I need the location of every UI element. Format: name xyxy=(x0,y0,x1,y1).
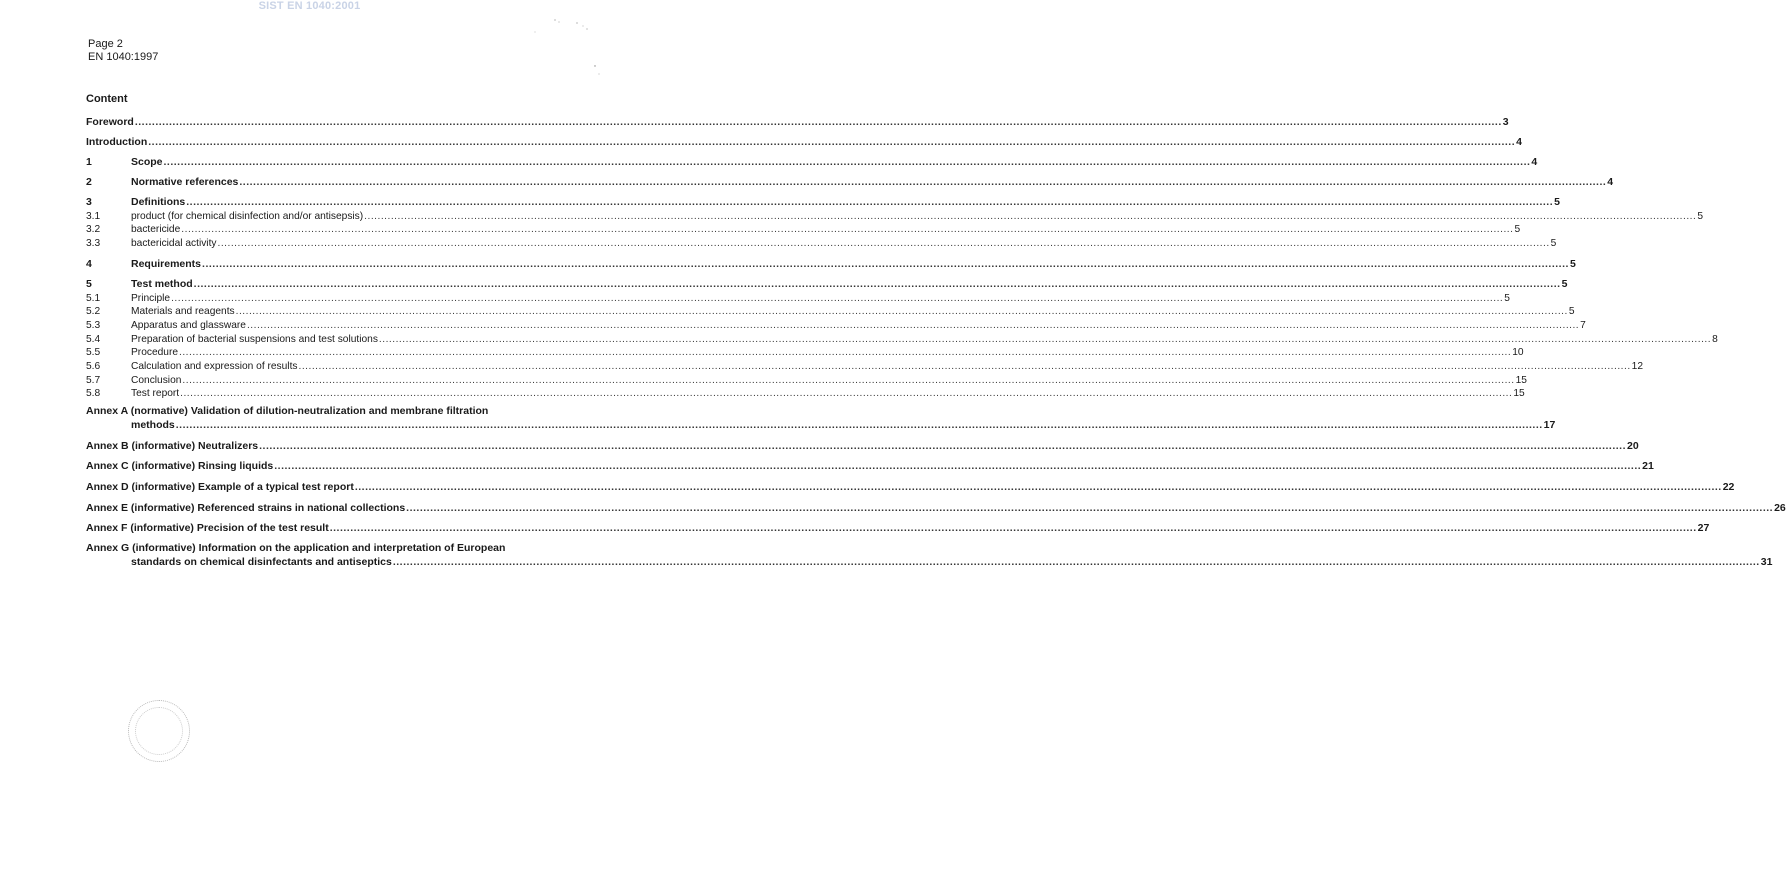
toc-number: 3.1 xyxy=(86,211,101,222)
toc-leader-dots: ................................................................................................................................................................................................................................................................................................................................................................................................................ xyxy=(186,196,1554,208)
toc-page: 21 xyxy=(1642,460,1654,472)
toc-number: 5.3 xyxy=(86,320,101,331)
toc-leader-dots: ................................................................................................................................................................................................................................................................................................................................................................................................................ xyxy=(202,258,1569,270)
scan-specks xyxy=(525,14,605,84)
toc-title: Introduction xyxy=(86,136,148,148)
toc-page: 22 xyxy=(1722,481,1735,493)
annex-entry[interactable] xyxy=(86,556,1773,569)
toc-title: Requirements xyxy=(131,258,202,270)
toc-title: Calculation and expression of results xyxy=(131,361,298,372)
stamp-seal xyxy=(128,700,190,762)
toc-entry[interactable] xyxy=(86,333,1718,346)
toc-entry[interactable] xyxy=(86,258,1576,271)
annex-title-line1: Annex G (informative) Information on the application and interpretation of European xyxy=(86,542,506,554)
toc-title: Normative references xyxy=(131,176,239,188)
toc-title: Procedure xyxy=(131,347,179,358)
toc-page: 5 xyxy=(1561,278,1568,290)
toc-page: 5 xyxy=(1568,306,1575,317)
toc-title: bactericide xyxy=(131,224,181,235)
toc-leader-dots: ................................................................................................................................................................................................................................................................................................................................................................................................................ xyxy=(217,238,1550,249)
toc-leader-dots: ................................................................................................................................................................................................................................................................................................................................................................................................................ xyxy=(235,306,1568,317)
toc-title: Principle xyxy=(131,293,171,304)
toc-page: 10 xyxy=(1512,347,1524,358)
annex-entry[interactable] xyxy=(86,481,1735,494)
toc-title: bactericidal activity xyxy=(131,238,217,249)
toc-entry[interactable] xyxy=(86,210,1704,223)
toc-page: 5 xyxy=(1697,211,1704,222)
toc-entry[interactable] xyxy=(86,136,1522,149)
annex-title: Annex E (informative) Referenced strains in national collections xyxy=(86,502,406,514)
toc-leader-dots: ................................................................................................................................................................................................................................................................................................................................................................................................................ xyxy=(392,556,1760,568)
toc-entry[interactable] xyxy=(86,223,1521,236)
toc-page: 27 xyxy=(1697,522,1710,534)
annex-title: Annex C (informative) Rinsing liquids xyxy=(86,460,274,472)
toc-entry[interactable] xyxy=(86,116,1509,129)
content-heading: Content xyxy=(86,93,128,105)
toc-leader-dots: ................................................................................................................................................................................................................................................................................................................................................................................................................ xyxy=(378,334,1712,345)
standard-id: EN 1040:1997 xyxy=(88,51,159,63)
annex-title: Annex B (informative) Neutralizers xyxy=(86,440,259,452)
toc-page: 8 xyxy=(1712,334,1718,345)
annex-title: Annex D (informative) Example of a typical test report xyxy=(86,481,354,493)
toc-leader-dots: ................................................................................................................................................................................................................................................................................................................................................................................................................ xyxy=(193,278,1561,290)
toc-page: 5 xyxy=(1569,258,1576,270)
annex-title: Annex F (informative) Precision of the test result xyxy=(86,522,329,534)
toc-page: 4 xyxy=(1531,156,1538,168)
toc-leader-dots: ................................................................................................................................................................................................................................................................................................................................................................................................................ xyxy=(171,293,1504,304)
watermark: SIST EN 1040:2001 xyxy=(258,0,361,12)
toc-number: 5.5 xyxy=(86,347,101,358)
toc-number: 3.2 xyxy=(86,224,101,235)
toc-number: 5.8 xyxy=(86,388,101,399)
toc-page: 4 xyxy=(1516,136,1522,148)
toc-leader-dots: ................................................................................................................................................................................................................................................................................................................................................................................................................ xyxy=(406,502,1774,514)
toc-page: 26 xyxy=(1774,502,1786,514)
annex-entry[interactable] xyxy=(86,419,1556,432)
annex-entry-heading[interactable] xyxy=(86,405,572,418)
toc-leader-dots: ................................................................................................................................................................................................................................................................................................................................................................................................................ xyxy=(182,375,1515,386)
annex-entry[interactable] xyxy=(86,522,1710,535)
toc-entry[interactable] xyxy=(86,346,1524,359)
toc-title: Conclusion xyxy=(131,375,182,386)
toc-page: 4 xyxy=(1607,176,1614,188)
page-header xyxy=(88,38,158,64)
toc-title: Foreword xyxy=(86,116,134,128)
annex-entry[interactable] xyxy=(86,460,1654,473)
toc-entry[interactable] xyxy=(86,196,1560,209)
toc-leader-dots: ................................................................................................................................................................................................................................................................................................................................................................................................................ xyxy=(246,320,1580,331)
toc-page: 17 xyxy=(1543,419,1556,431)
toc-number: 5 xyxy=(86,278,92,290)
toc-leader-dots: ................................................................................................................................................................................................................................................................................................................................................................................................................ xyxy=(329,522,1697,534)
toc-title: product (for chemical disinfection and/or antisepsis) xyxy=(131,211,364,222)
toc-leader-dots: ................................................................................................................................................................................................................................................................................................................................................................................................................ xyxy=(364,211,1697,222)
toc-page: 5 xyxy=(1514,224,1521,235)
toc-page: 5 xyxy=(1554,196,1560,208)
toc-page: 12 xyxy=(1631,361,1644,372)
toc-entry[interactable] xyxy=(86,360,1644,373)
toc-entry[interactable] xyxy=(86,387,1525,400)
annex-title-line2: standards on chemical disinfectants and antiseptics xyxy=(131,556,392,568)
toc-leader-dots: ................................................................................................................................................................................................................................................................................................................................................................................................................ xyxy=(134,116,1502,128)
toc-number: 3.3 xyxy=(86,238,101,249)
toc-number: 2 xyxy=(86,176,92,188)
toc-page: 5 xyxy=(1550,238,1557,249)
toc-page: 20 xyxy=(1627,440,1639,452)
toc-page: 5 xyxy=(1504,293,1510,304)
toc-page: 3 xyxy=(1502,116,1509,128)
toc-number: 4 xyxy=(86,258,92,270)
toc-entry[interactable] xyxy=(86,305,1575,318)
toc-title: Definitions xyxy=(131,196,186,208)
toc-leader-dots: ................................................................................................................................................................................................................................................................................................................................................................................................................ xyxy=(274,460,1642,472)
annex-entry[interactable] xyxy=(86,440,1639,453)
toc-number: 5.7 xyxy=(86,375,101,386)
annex-entry-heading[interactable] xyxy=(86,542,572,555)
toc-page: 31 xyxy=(1760,556,1773,568)
toc-title: Test method xyxy=(131,278,193,290)
toc-leader-dots: ................................................................................................................................................................................................................................................................................................................................................................................................................ xyxy=(354,481,1722,493)
toc-number: 1 xyxy=(86,156,92,168)
toc-entry[interactable] xyxy=(86,319,1586,332)
annex-title-line1: Annex A (normative) Validation of dilution-neutralization and membrane filtration xyxy=(86,405,489,417)
toc-entry[interactable] xyxy=(86,278,1568,291)
annex-title-line2: methods xyxy=(131,419,175,431)
toc-entry[interactable] xyxy=(86,156,1538,169)
toc-title: Apparatus and glassware xyxy=(131,320,246,331)
toc-number: 3 xyxy=(86,196,92,208)
toc-page: 15 xyxy=(1513,388,1525,399)
toc-leader-dots: ................................................................................................................................................................................................................................................................................................................................................................................................................ xyxy=(148,136,1516,148)
toc-leader-dots: ................................................................................................................................................................................................................................................................................................................................................................................................................ xyxy=(180,388,1513,399)
toc-leader-dots: ................................................................................................................................................................................................................................................................................................................................................................................................................ xyxy=(239,176,1607,188)
toc-leader-dots: ................................................................................................................................................................................................................................................................................................................................................................................................................ xyxy=(179,347,1512,358)
toc-entry[interactable] xyxy=(86,292,1510,305)
toc-page: 7 xyxy=(1580,320,1586,331)
page-number: Page 2 xyxy=(88,38,123,50)
toc-leader-dots: ................................................................................................................................................................................................................................................................................................................................................................................................................ xyxy=(175,419,1543,431)
toc-number: 5.2 xyxy=(86,306,101,317)
toc-leader-dots: ................................................................................................................................................................................................................................................................................................................................................................................................................ xyxy=(259,440,1627,452)
toc-entry[interactable] xyxy=(86,176,1614,189)
toc-number: 5.4 xyxy=(86,334,101,345)
toc-title: Materials and reagents xyxy=(131,306,235,317)
toc-number: 5.6 xyxy=(86,361,101,372)
annex-entry[interactable] xyxy=(86,502,1786,515)
toc-number: 5.1 xyxy=(86,293,101,304)
toc-page: 15 xyxy=(1515,375,1527,386)
toc-title: Test report xyxy=(131,388,180,399)
toc-leader-dots: ................................................................................................................................................................................................................................................................................................................................................................................................................ xyxy=(163,156,1531,168)
toc-title: Preparation of bacterial suspensions and test solutions xyxy=(131,334,378,345)
toc-leader-dots: ................................................................................................................................................................................................................................................................................................................................................................................................................ xyxy=(181,224,1514,235)
toc-entry[interactable] xyxy=(86,237,1557,250)
toc-title: Scope xyxy=(131,156,163,168)
toc-leader-dots: ................................................................................................................................................................................................................................................................................................................................................................................................................ xyxy=(298,361,1631,372)
toc-entry[interactable] xyxy=(86,374,1527,387)
